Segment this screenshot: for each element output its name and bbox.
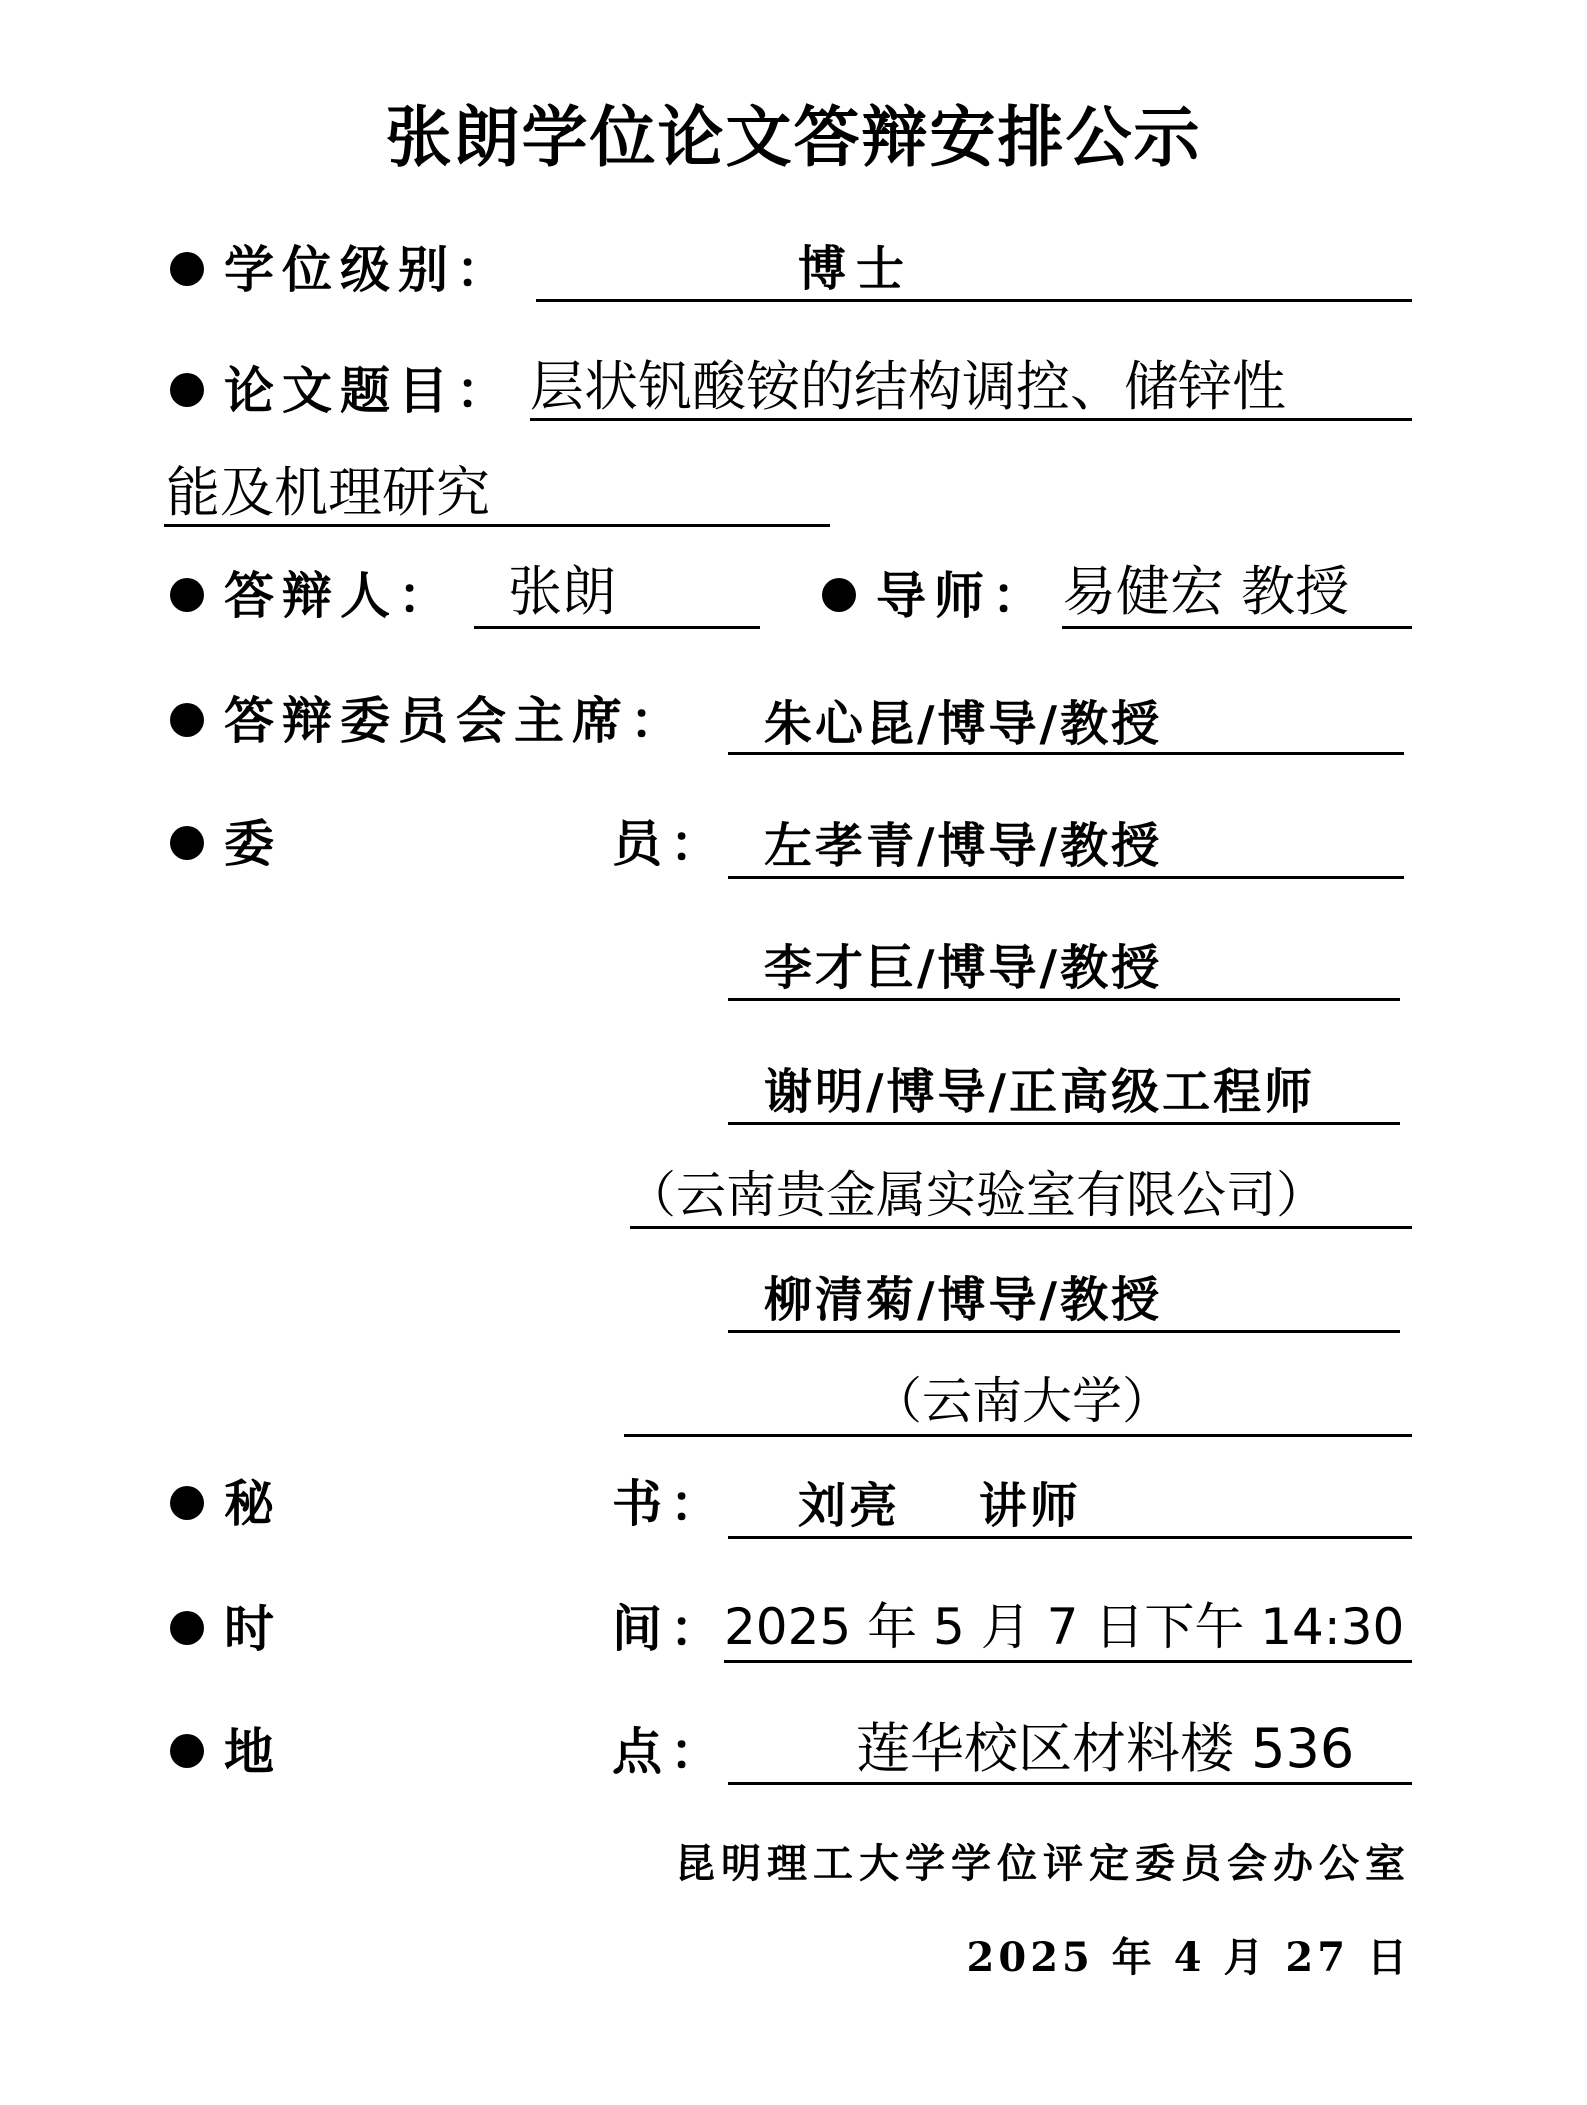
thesis-underline-1 bbox=[530, 418, 1412, 421]
secretary-label-char1: 秘 bbox=[224, 1474, 282, 1533]
defender-value: 张朗 bbox=[508, 560, 616, 623]
time-underline bbox=[724, 1660, 1412, 1663]
member-underline bbox=[728, 876, 1404, 879]
chair-label: 答辩委员会主席： bbox=[224, 691, 688, 750]
member-underline bbox=[728, 998, 1400, 1001]
degree-value: 博士 bbox=[798, 241, 915, 297]
chair-underline bbox=[728, 752, 1404, 755]
secretary-label-char2: 书： bbox=[612, 1474, 728, 1533]
bullet-icon bbox=[170, 252, 204, 286]
place-label-char1: 地 bbox=[224, 1722, 282, 1781]
issue-date: 2025 年 4 月 27 日 bbox=[966, 1934, 1411, 1981]
member-name: 谢明/博导/正高级工程师 bbox=[764, 1064, 1316, 1120]
member-underline bbox=[728, 1122, 1400, 1125]
secretary-value: 刘亮 讲师 bbox=[798, 1478, 1081, 1534]
bullet-icon bbox=[170, 1734, 204, 1768]
chair-value: 朱心昆/博导/教授 bbox=[764, 696, 1163, 752]
advisor-value: 易健宏 教授 bbox=[1062, 560, 1350, 623]
member-affiliation-underline bbox=[630, 1226, 1412, 1229]
member-name: 左孝青/博导/教授 bbox=[764, 818, 1163, 874]
place-label-char2: 点： bbox=[612, 1722, 728, 1781]
thesis-underline-2 bbox=[164, 524, 830, 527]
secretary-underline bbox=[728, 1536, 1412, 1539]
degree-underline bbox=[536, 299, 1412, 302]
bullet-icon bbox=[170, 826, 204, 860]
thesis-label: 论文题目： bbox=[224, 361, 514, 420]
time-label-char2: 间： bbox=[612, 1599, 728, 1658]
bullet-icon bbox=[170, 578, 204, 612]
degree-label: 学位级别： bbox=[224, 240, 514, 299]
member-name: 李才巨/博导/教授 bbox=[764, 940, 1163, 996]
member-affiliation: （云南大学） bbox=[872, 1372, 1172, 1430]
members-label-char2: 员： bbox=[612, 814, 728, 873]
issuer: 昆明理工大学学位评定委员会办公室 bbox=[675, 1840, 1411, 1887]
bullet-icon bbox=[170, 1486, 204, 1520]
thesis-title-line1: 层状钒酸铵的结构调控、储锌性 bbox=[530, 355, 1286, 418]
advisor-underline bbox=[1062, 626, 1412, 629]
defender-label: 答辩人： bbox=[224, 566, 456, 625]
thesis-title-line2: 能及机理研究 bbox=[166, 461, 490, 524]
time-value: 2025 年 5 月 7 日下午 14:30 bbox=[724, 1598, 1405, 1656]
member-affiliation: （云南贵金属实验室有限公司） bbox=[626, 1166, 1326, 1224]
defender-underline bbox=[474, 626, 760, 629]
place-underline bbox=[728, 1782, 1412, 1785]
place-value: 莲华校区材料楼 536 bbox=[856, 1717, 1355, 1780]
bullet-icon bbox=[170, 373, 204, 407]
time-label-char1: 时 bbox=[224, 1599, 282, 1658]
member-underline bbox=[728, 1330, 1400, 1333]
bullet-icon bbox=[170, 703, 204, 737]
members-label-char1: 委 bbox=[224, 814, 282, 873]
member-affiliation-underline bbox=[624, 1434, 1412, 1437]
member-name: 柳清菊/博导/教授 bbox=[764, 1272, 1163, 1328]
advisor-label: 导师： bbox=[876, 566, 1050, 625]
bullet-icon bbox=[170, 1611, 204, 1645]
page-title: 张朗学位论文答辩安排公示 bbox=[385, 99, 1202, 176]
bullet-icon bbox=[822, 578, 856, 612]
